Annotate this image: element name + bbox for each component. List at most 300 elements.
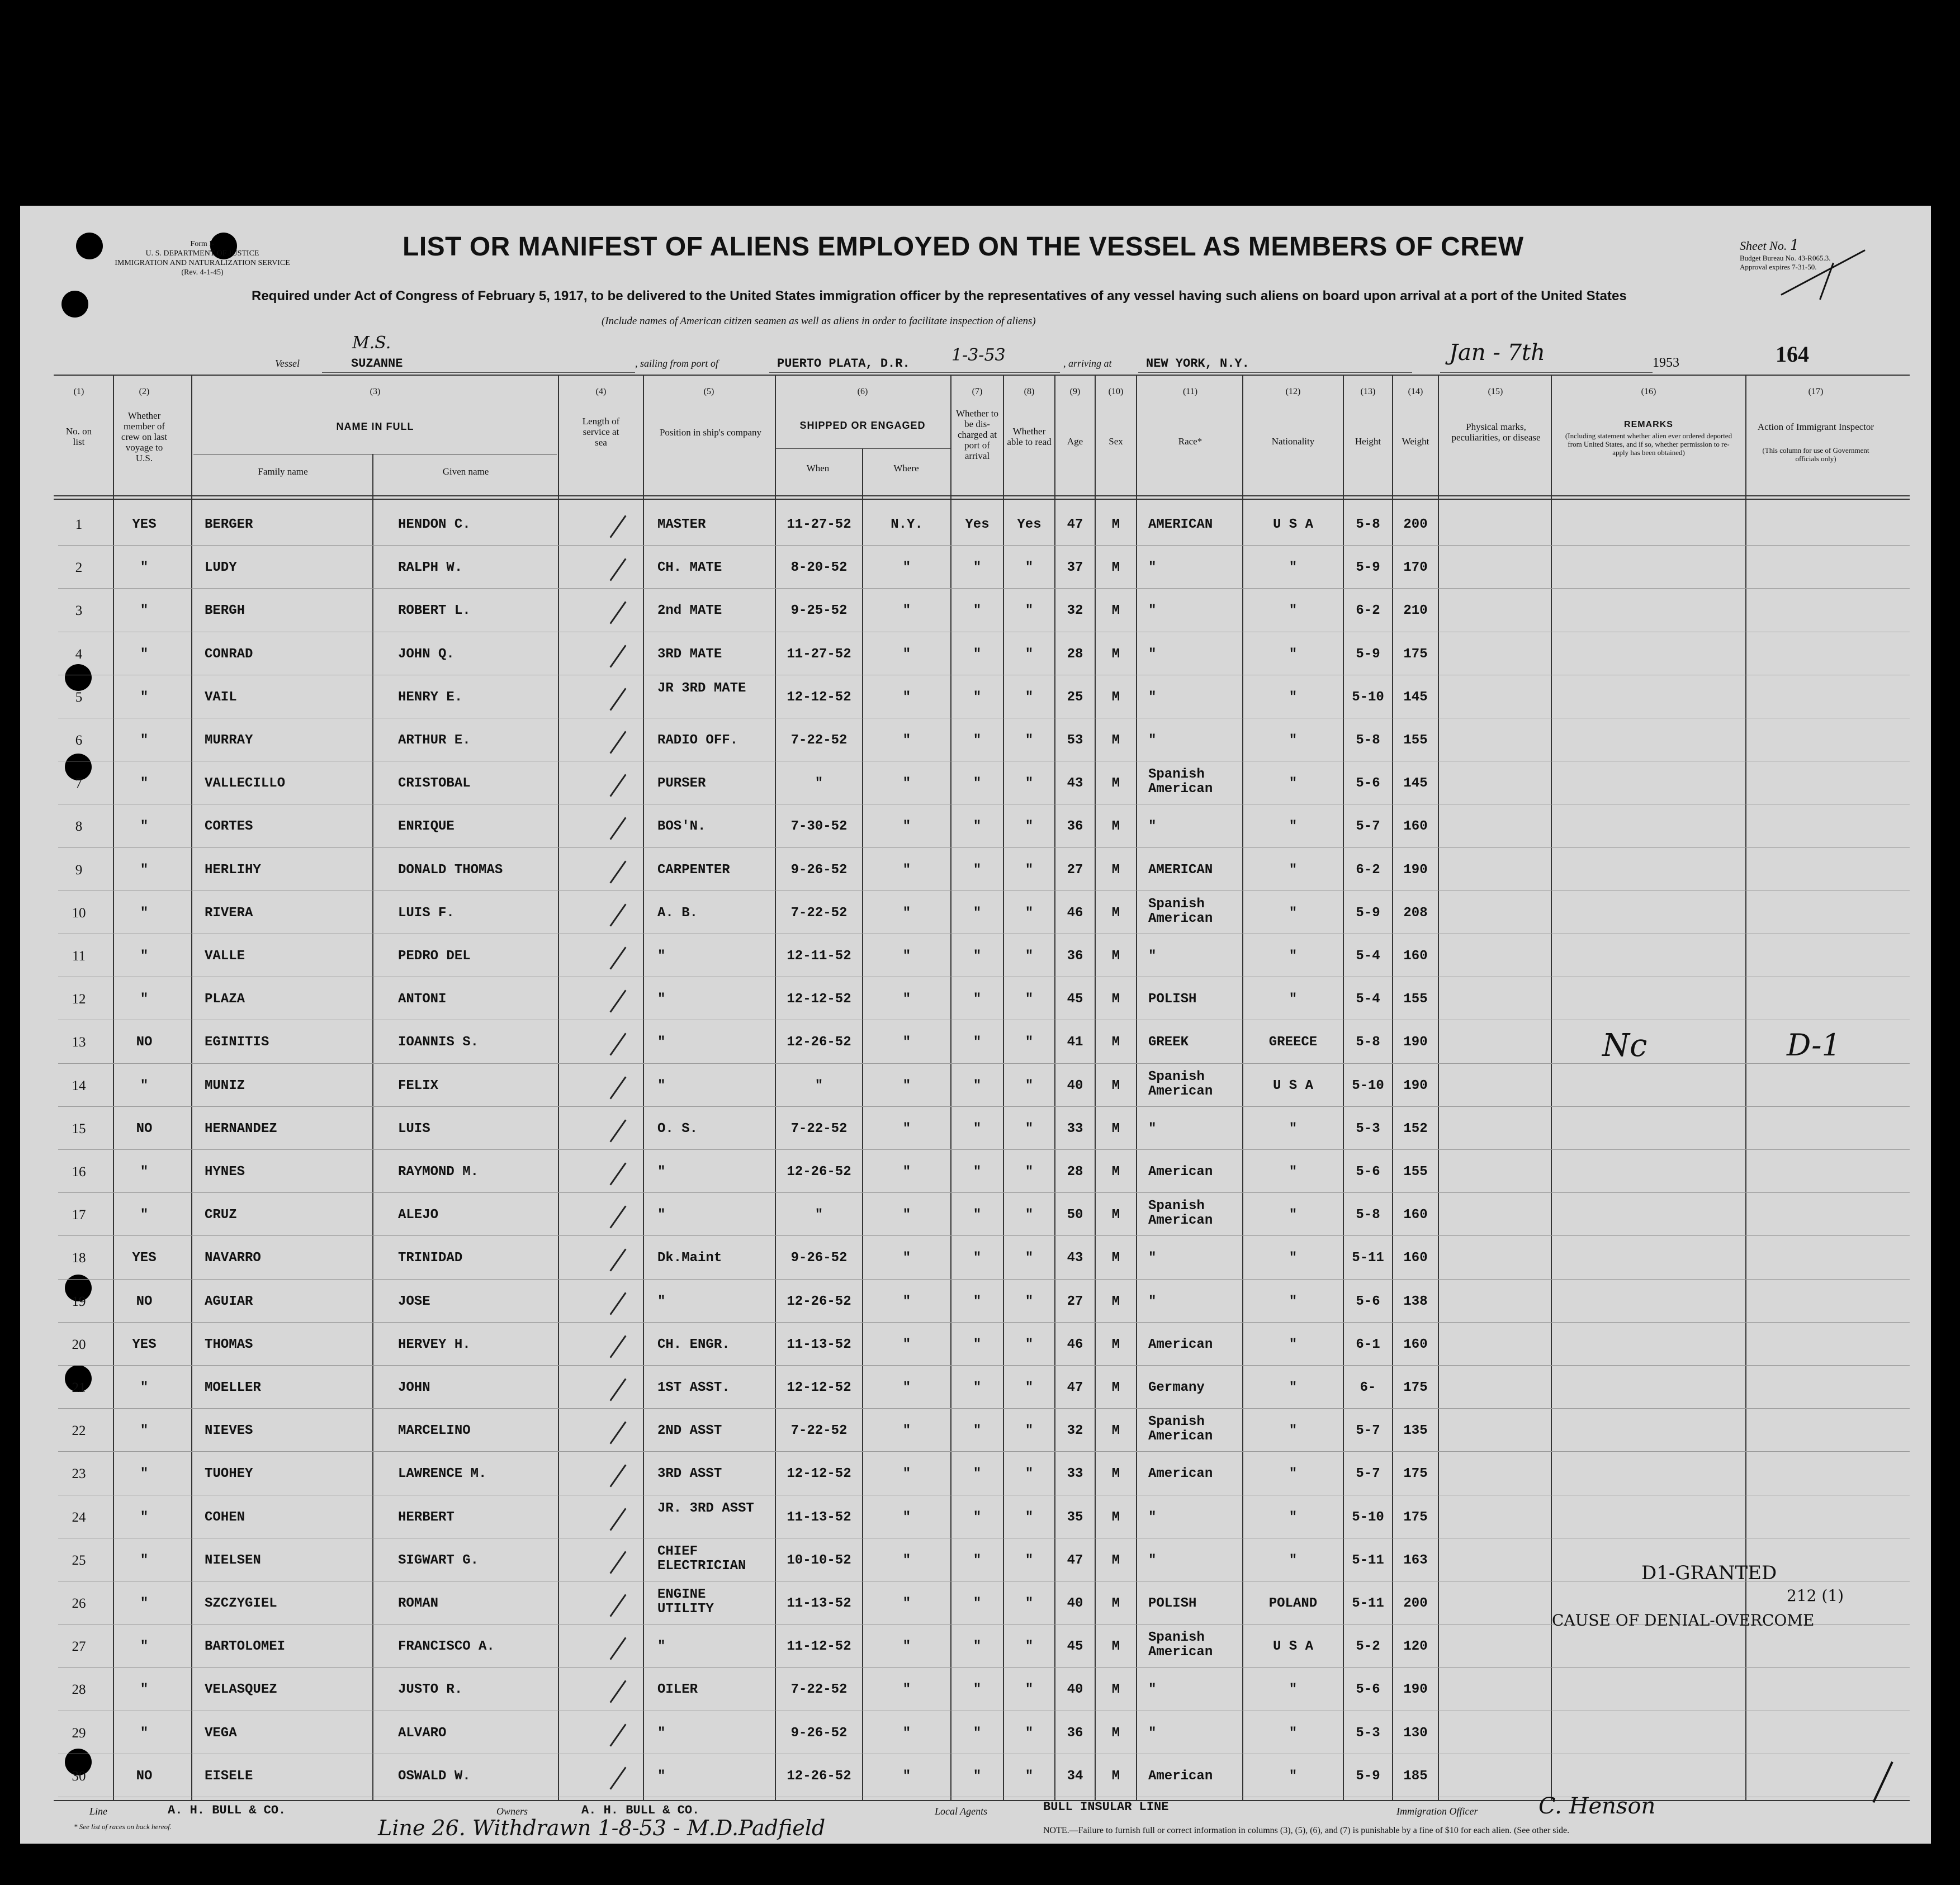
- service-check-mark: [610, 558, 627, 581]
- able-to-read: ": [1025, 1509, 1034, 1525]
- age: 33: [1067, 1121, 1083, 1136]
- shipped-where: ": [902, 1509, 911, 1525]
- last-voyage: ": [140, 1466, 149, 1482]
- position: OILER: [657, 1682, 698, 1698]
- shipped-where: ": [902, 1294, 911, 1309]
- shipped-where: ": [902, 949, 911, 964]
- owners-value: A. H. BULL & CO.: [581, 1803, 700, 1817]
- weight: 210: [1403, 603, 1428, 619]
- last-voyage: ": [140, 1423, 149, 1439]
- sex: M: [1111, 733, 1120, 748]
- given-name: HERBERT: [398, 1509, 455, 1525]
- nationality: ": [1289, 1552, 1298, 1568]
- sex: M: [1111, 1423, 1120, 1439]
- shipped-where: ": [902, 1466, 911, 1482]
- height: 6-2: [1356, 603, 1380, 619]
- position: ": [657, 1035, 666, 1050]
- owners-label: Owners: [496, 1806, 528, 1817]
- shipped-when: 12-26-52: [787, 1164, 851, 1180]
- nationality: ": [1289, 560, 1298, 576]
- service-check-mark: [610, 688, 627, 711]
- discharged: ": [973, 1121, 982, 1136]
- given-name: CRISTOBAL: [398, 776, 471, 792]
- family-name: COHEN: [205, 1509, 245, 1525]
- action-row-26-section: 212 (1): [1787, 1586, 1844, 1605]
- race: Spanish American: [1148, 896, 1213, 926]
- shipped-when: 12-26-52: [787, 1035, 851, 1050]
- position: 2ND ASST: [657, 1423, 722, 1439]
- discharged: ": [973, 1294, 982, 1309]
- age: 25: [1067, 689, 1083, 705]
- given-name: IOANNIS S.: [398, 1035, 479, 1050]
- row-number: 9: [75, 862, 83, 878]
- discharged: ": [973, 1466, 982, 1482]
- discharged: ": [973, 1337, 982, 1352]
- last-voyage: ": [140, 1596, 149, 1611]
- age: 33: [1067, 1466, 1083, 1482]
- nationality: ": [1289, 603, 1298, 619]
- race: POLISH: [1148, 992, 1197, 1007]
- race: ": [1148, 1725, 1157, 1741]
- manifest-subtitle-note: (Include names of American citizen seamen as well as aliens in order to facilitate inspection of aliens): [602, 315, 1036, 327]
- last-voyage: ": [140, 646, 149, 662]
- sex: M: [1111, 862, 1120, 878]
- row-number: 30: [72, 1768, 86, 1784]
- weight: 175: [1403, 1380, 1428, 1395]
- given-name: LUIS: [398, 1121, 430, 1136]
- row-number: 24: [72, 1509, 86, 1525]
- position: ": [657, 1294, 666, 1309]
- given-name: RAYMOND M.: [398, 1164, 479, 1180]
- row-number: 23: [72, 1466, 86, 1482]
- able-to-read: ": [1025, 1251, 1034, 1266]
- age: 46: [1067, 1337, 1083, 1352]
- able-to-read: ": [1025, 1380, 1034, 1395]
- agents-label: Local Agents: [935, 1806, 988, 1817]
- shipped-when: 12-26-52: [787, 1294, 851, 1309]
- height: 5-2: [1356, 1639, 1380, 1655]
- family-name: CONRAD: [205, 646, 253, 662]
- shipped-where: ": [902, 603, 911, 619]
- height: 5-11: [1352, 1552, 1384, 1568]
- last-voyage: ": [140, 1552, 149, 1568]
- discharged: ": [973, 992, 982, 1007]
- given-name: ENRIQUE: [398, 819, 455, 835]
- position: MASTER: [657, 517, 706, 532]
- shipped-when: 7-22-52: [790, 733, 848, 748]
- age: 45: [1067, 992, 1083, 1007]
- able-to-read: ": [1025, 949, 1034, 964]
- vessel-prefix: M.S.: [352, 333, 391, 353]
- nationality: ": [1289, 1423, 1298, 1439]
- height: 5-6: [1356, 776, 1380, 792]
- shipped-when: 12-11-52: [787, 949, 851, 964]
- discharged: ": [973, 733, 982, 748]
- row-number: 2: [75, 560, 83, 576]
- given-name: OSWALD W.: [398, 1768, 471, 1784]
- shipped-where: ": [902, 1251, 911, 1266]
- last-voyage: NO: [136, 1121, 153, 1136]
- last-voyage: ": [140, 1164, 149, 1180]
- position: O. S.: [657, 1121, 698, 1136]
- age: 32: [1067, 603, 1083, 619]
- discharged: Yes: [965, 517, 990, 532]
- able-to-read: ": [1025, 733, 1034, 748]
- height: 5-10: [1352, 1509, 1384, 1525]
- family-name: AGUIAR: [205, 1294, 253, 1309]
- discharged: ": [973, 1423, 982, 1439]
- position: ENGINE UTILITY: [657, 1587, 714, 1617]
- family-name: CRUZ: [205, 1207, 237, 1223]
- position: CHIEF ELECTRICIAN: [657, 1543, 746, 1574]
- shipped-when: 7-22-52: [790, 905, 848, 921]
- able-to-read: ": [1025, 1207, 1034, 1223]
- age: 28: [1067, 646, 1083, 662]
- row-number: 20: [72, 1337, 86, 1352]
- race: American: [1148, 1164, 1213, 1180]
- able-to-read: ": [1025, 1035, 1034, 1050]
- manifest-title: LIST OR MANIFEST OF ALIENS EMPLOYED ON THE VESSEL AS MEMBERS OF CREW: [403, 232, 1524, 262]
- family-name: LUDY: [205, 560, 237, 576]
- shipped-when: 11-13-52: [787, 1337, 851, 1352]
- able-to-read: ": [1025, 1639, 1034, 1655]
- last-voyage: NO: [136, 1768, 153, 1784]
- row-number: 12: [72, 992, 86, 1007]
- manifest-subtitle: Required under Act of Congress of February 5, 1917, to be delivered to the United States immigration officer by the representatives of any vessel having such aliens on board upon arrival at a port of the United States: [252, 288, 1627, 304]
- weight: 155: [1403, 1164, 1428, 1180]
- given-name: ROBERT L.: [398, 603, 471, 619]
- race: AMERICAN: [1148, 517, 1213, 532]
- sex: M: [1111, 905, 1120, 921]
- given-name: ANTONI: [398, 992, 447, 1007]
- race: ": [1148, 1294, 1157, 1309]
- shipped-where: ": [902, 1035, 911, 1050]
- nationality: U S A: [1272, 1639, 1313, 1655]
- nationality: ": [1289, 1251, 1298, 1266]
- race: ": [1148, 560, 1157, 576]
- last-voyage: NO: [136, 1035, 153, 1050]
- given-name: TRINIDAD: [398, 1251, 463, 1266]
- shipped-when: 9-26-52: [790, 1251, 848, 1266]
- last-voyage: ": [140, 560, 149, 576]
- weight: 200: [1403, 1596, 1428, 1611]
- given-name: HENDON C.: [398, 517, 471, 532]
- row-number: 27: [72, 1639, 86, 1655]
- weight: 138: [1403, 1294, 1428, 1309]
- shipped-where: ": [902, 905, 911, 921]
- position: RADIO OFF.: [657, 733, 738, 748]
- height: 5-11: [1352, 1596, 1384, 1611]
- shipped-when: ": [815, 776, 823, 792]
- last-voyage: ": [140, 819, 149, 835]
- given-name: JOHN: [398, 1380, 430, 1395]
- able-to-read: Yes: [1017, 517, 1041, 532]
- race: ": [1148, 603, 1157, 619]
- last-voyage: ": [140, 1509, 149, 1525]
- age: 47: [1067, 1380, 1083, 1395]
- service-check-mark: [610, 903, 627, 926]
- given-name: FRANCISCO A.: [398, 1639, 495, 1655]
- officer-signature: C. Henson: [1538, 1793, 1656, 1819]
- weight: 155: [1403, 992, 1428, 1007]
- service-check-mark: [610, 1119, 627, 1142]
- sailing-label: , sailing from port of: [635, 358, 718, 369]
- last-voyage: NO: [136, 1294, 153, 1309]
- family-name: HERLIHY: [205, 862, 261, 878]
- height: 5-9: [1356, 905, 1380, 921]
- shipped-when: 12-12-52: [787, 689, 851, 705]
- shipped-where: ": [902, 1207, 911, 1223]
- shipped-when: 7-30-52: [790, 819, 848, 835]
- service-check-mark: [610, 946, 627, 969]
- last-voyage: ": [140, 992, 149, 1007]
- service-check-mark: [610, 1292, 627, 1315]
- discharged: ": [973, 1725, 982, 1741]
- age: 40: [1067, 1078, 1083, 1093]
- family-name: THOMAS: [205, 1337, 253, 1352]
- position: 1ST ASST.: [657, 1380, 730, 1395]
- family-name: MURRAY: [205, 733, 253, 748]
- nationality: ": [1289, 1725, 1298, 1741]
- shipped-where: ": [902, 1552, 911, 1568]
- remark-row-13: Nc: [1602, 1027, 1647, 1064]
- height: 5-6: [1356, 1294, 1380, 1309]
- weight: 135: [1403, 1423, 1428, 1439]
- age: 32: [1067, 1423, 1083, 1439]
- sex: M: [1111, 689, 1120, 705]
- able-to-read: ": [1025, 603, 1034, 619]
- nationality: ": [1289, 1121, 1298, 1136]
- position: 3RD MATE: [657, 646, 722, 662]
- discharged: ": [973, 689, 982, 705]
- given-name: HERVEY H.: [398, 1337, 471, 1352]
- shipped-where: ": [902, 733, 911, 748]
- last-voyage: ": [140, 689, 149, 705]
- weight: 160: [1403, 819, 1428, 835]
- nationality: ": [1289, 1768, 1298, 1784]
- last-voyage: YES: [132, 517, 157, 532]
- sex: M: [1111, 1164, 1120, 1180]
- family-name: VELASQUEZ: [205, 1682, 277, 1698]
- able-to-read: ": [1025, 1337, 1034, 1352]
- service-check-mark: [610, 1162, 627, 1185]
- race: GREEK: [1148, 1035, 1189, 1050]
- shipped-where: ": [902, 862, 911, 878]
- row-number: 5: [75, 689, 83, 705]
- height: 5-4: [1356, 949, 1380, 964]
- row-number: 18: [72, 1251, 86, 1266]
- height: 5-7: [1356, 819, 1380, 835]
- shipped-where: ": [902, 1682, 911, 1698]
- age: 46: [1067, 905, 1083, 921]
- position: A. B.: [657, 905, 698, 921]
- service-check-mark: [610, 1594, 627, 1617]
- race: AMERICAN: [1148, 862, 1213, 878]
- family-name: MOELLER: [205, 1380, 261, 1395]
- punch-hole: [65, 664, 92, 691]
- height: 5-8: [1356, 1035, 1380, 1050]
- last-voyage: ": [140, 776, 149, 792]
- shipped-when: 7-22-52: [790, 1682, 848, 1698]
- nationality: ": [1289, 1466, 1298, 1482]
- row-number: 28: [72, 1682, 86, 1698]
- shipped-when: ": [815, 1078, 823, 1093]
- height: 5-9: [1356, 1768, 1380, 1784]
- family-name: EGINITIS: [205, 1035, 269, 1050]
- given-name: JUSTO R.: [398, 1682, 463, 1698]
- sex: M: [1111, 1035, 1120, 1050]
- shipped-when: 11-13-52: [787, 1509, 851, 1525]
- last-voyage: ": [140, 1682, 149, 1698]
- penalty-note: NOTE.—Failure to furnish full or correct information in columns (3), (5), (6), and (7) is punishable by a fine of $10 for each alien. (See other side.: [1043, 1826, 1570, 1835]
- service-check-mark: [610, 602, 627, 624]
- service-check-mark: [610, 1766, 627, 1789]
- shipped-where: ": [902, 819, 911, 835]
- able-to-read: ": [1025, 905, 1034, 921]
- weight: 160: [1403, 949, 1428, 964]
- row-number: 1: [75, 517, 83, 532]
- position: BOS'N.: [657, 819, 706, 835]
- nationality: ": [1289, 1207, 1298, 1223]
- able-to-read: ": [1025, 1552, 1034, 1568]
- row-number: 25: [72, 1552, 86, 1568]
- height: 6-: [1360, 1380, 1376, 1395]
- sex: M: [1111, 1251, 1120, 1266]
- row-number: 19: [72, 1294, 86, 1309]
- able-to-read: ": [1025, 1682, 1034, 1698]
- age: 43: [1067, 776, 1083, 792]
- service-check-mark: [610, 1249, 627, 1272]
- discharged: ": [973, 776, 982, 792]
- vessel-label: Vessel: [275, 358, 300, 369]
- shipped-when: 7-22-52: [790, 1423, 848, 1439]
- height: 5-9: [1356, 560, 1380, 576]
- able-to-read: ": [1025, 1725, 1034, 1741]
- family-name: SZCZYGIEL: [205, 1596, 277, 1611]
- family-name: HERNANDEZ: [205, 1121, 277, 1136]
- nationality: U S A: [1272, 517, 1313, 532]
- family-name: TUOHEY: [205, 1466, 253, 1482]
- given-name: ROMAN: [398, 1596, 439, 1611]
- nationality: POLAND: [1268, 1596, 1318, 1611]
- last-voyage: YES: [132, 1251, 157, 1266]
- able-to-read: ": [1025, 862, 1034, 878]
- able-to-read: ": [1025, 1164, 1034, 1180]
- discharged: ": [973, 1035, 982, 1050]
- service-check-mark: [610, 1378, 627, 1401]
- sailing-port: PUERTO PLATA, D.R.: [777, 357, 910, 371]
- weight: 175: [1403, 1466, 1428, 1482]
- race: Spanish American: [1148, 1630, 1213, 1660]
- sex: M: [1111, 1078, 1120, 1093]
- race: ": [1148, 1682, 1157, 1698]
- age: 47: [1067, 1552, 1083, 1568]
- position: ": [657, 1078, 666, 1093]
- discharged: ": [973, 819, 982, 835]
- nationality: ": [1289, 1337, 1298, 1352]
- shipped-where: ": [902, 689, 911, 705]
- sex: M: [1111, 776, 1120, 792]
- row-number: 14: [72, 1078, 86, 1093]
- position: JR 3RD MATE: [657, 680, 746, 696]
- race: American: [1148, 1768, 1213, 1784]
- race: Spanish American: [1148, 1199, 1213, 1229]
- service-check-mark: [610, 1335, 627, 1358]
- family-name: PLAZA: [205, 992, 245, 1007]
- race: ": [1148, 1552, 1157, 1568]
- age: 53: [1067, 733, 1083, 748]
- age: 34: [1067, 1768, 1083, 1784]
- race: Spanish American: [1148, 1069, 1213, 1099]
- height: 5-3: [1356, 1725, 1380, 1741]
- discharged: ": [973, 1552, 982, 1568]
- action-row-26: D1-GRANTED: [1641, 1562, 1777, 1584]
- arriving-label: , arriving at: [1063, 358, 1112, 369]
- row-number: 17: [72, 1207, 86, 1223]
- family-name: EISELE: [205, 1768, 253, 1784]
- weight: 175: [1403, 1509, 1428, 1525]
- withdrawal-note: Line 26. Withdrawn 1-8-53 - M.D.Padfield: [378, 1816, 826, 1840]
- sheet-number: Sheet No. 1: [1740, 237, 1800, 254]
- age: 40: [1067, 1682, 1083, 1698]
- nationality: ": [1289, 1682, 1298, 1698]
- family-name: NIELSEN: [205, 1552, 261, 1568]
- vessel-name: SUZANNE: [351, 357, 403, 371]
- family-name: VALLECILLO: [205, 776, 286, 792]
- shipped-when: ": [815, 1207, 823, 1223]
- weight: 170: [1403, 560, 1428, 576]
- row-number: 3: [75, 603, 83, 619]
- weight: 200: [1403, 517, 1428, 532]
- discharged: ": [973, 1639, 982, 1655]
- position: ": [657, 1639, 666, 1655]
- able-to-read: ": [1025, 646, 1034, 662]
- agents-value: BULL INSULAR LINE: [1043, 1800, 1169, 1814]
- row-number: 8: [75, 819, 83, 835]
- service-check-mark: [610, 731, 627, 754]
- sex: M: [1111, 1294, 1120, 1309]
- position: ": [657, 1164, 666, 1180]
- row-number: 15: [72, 1121, 86, 1136]
- nationality: ": [1289, 733, 1298, 748]
- service-check-mark: [610, 515, 627, 538]
- able-to-read: ": [1025, 1078, 1034, 1093]
- age: 35: [1067, 1509, 1083, 1525]
- discharged: ": [973, 1078, 982, 1093]
- weight: 155: [1403, 733, 1428, 748]
- service-check-mark: [610, 1076, 627, 1099]
- shipped-where: ": [902, 776, 911, 792]
- discharged: ": [973, 1768, 982, 1784]
- sex: M: [1111, 603, 1120, 619]
- form-identifier: Form I- U. S. DEPARTMENT OF JUSTICE IMMIGRATION AND NATURALIZATION SERVICE (Rev. 4-1-45): [115, 240, 290, 277]
- weight: 160: [1403, 1207, 1428, 1223]
- position: CARPENTER: [657, 862, 730, 878]
- shipped-when: 12-12-52: [787, 1380, 851, 1395]
- race: Spanish American: [1148, 1414, 1213, 1444]
- row-number: 13: [72, 1035, 86, 1050]
- nationality: ": [1289, 1380, 1298, 1395]
- family-name: RIVERA: [205, 905, 253, 921]
- shipped-where: ": [902, 1596, 911, 1611]
- able-to-read: ": [1025, 1121, 1034, 1136]
- nationality: ": [1289, 992, 1298, 1007]
- age: 43: [1067, 1251, 1083, 1266]
- service-check-mark: [610, 1723, 627, 1746]
- sex: M: [1111, 1509, 1120, 1525]
- row-number: 7: [75, 776, 83, 792]
- weight: 175: [1403, 646, 1428, 662]
